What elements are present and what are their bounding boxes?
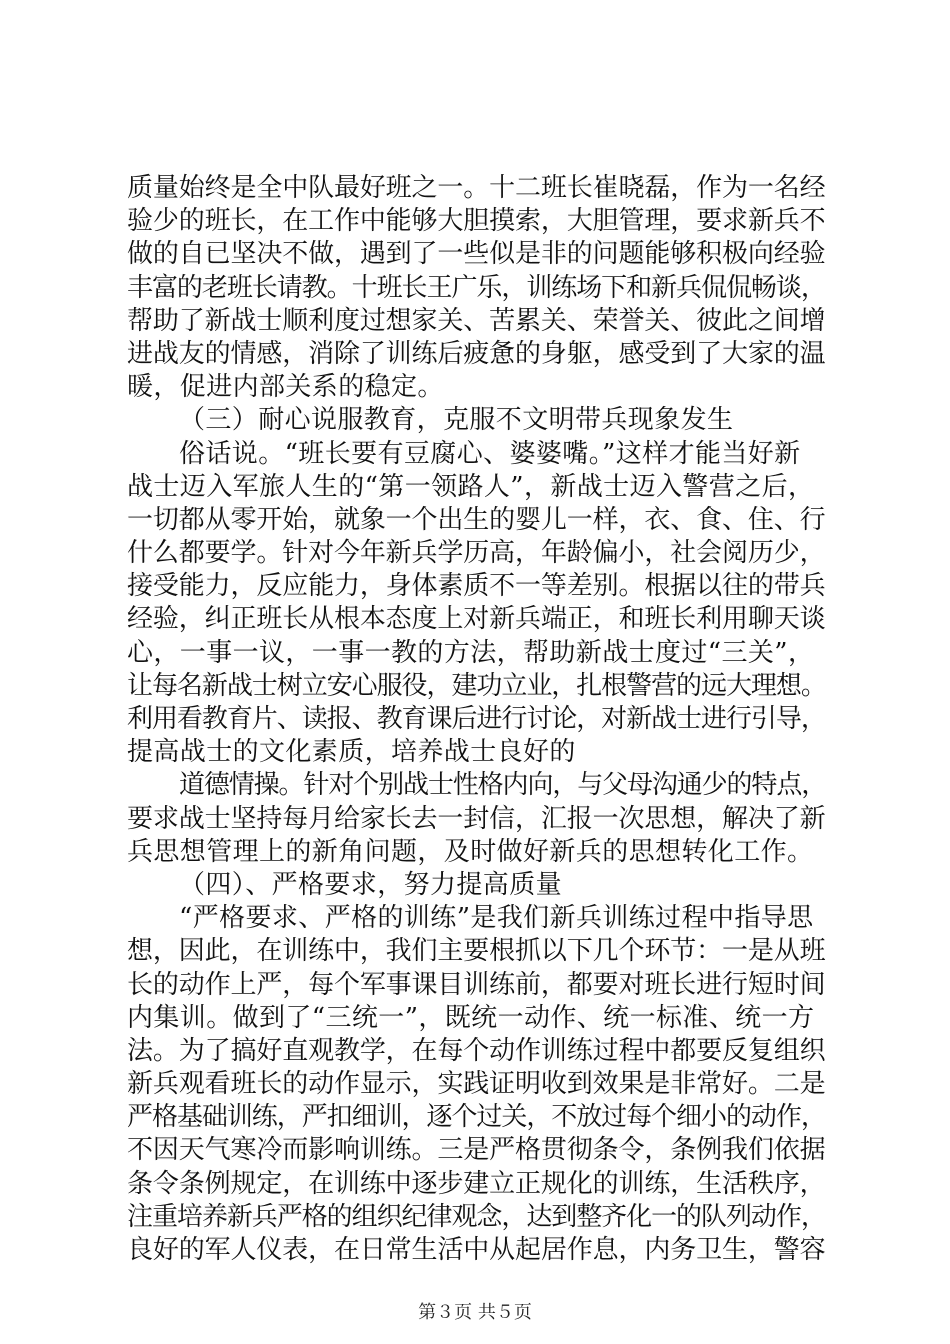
text-line: （四）、严格要求，努力提高质量 <box>179 869 563 900</box>
text-line: 做的自已坚决不做，遇到了一些似是非的问题能够积极向经验 <box>127 239 826 270</box>
text-line: 一切都从零开始，就象一个出生的婴儿一样，衣、食、住、行 <box>127 504 826 535</box>
text-line: 要求战士坚持每月给家长去一封信，汇报一次思想，解决了新 <box>127 803 826 834</box>
text-line: 丰富的老班长请教。十班长王广乐，训练场下和新兵侃侃畅谈， <box>127 272 826 303</box>
text-line: 经验，纠正班长从根本态度上对新兵端正，和班长利用聊天谈 <box>127 604 826 635</box>
text-line: 想，因此，在训练中，我们主要根抓以下几个环节：一是从班 <box>127 936 826 967</box>
text-line: 道德情操。针对个别战士性格内向，与父母沟通少的特点， <box>179 770 827 801</box>
text-line: 接受能力，反应能力，身体素质不一等差别。根据以往的带兵 <box>127 571 826 602</box>
text-line: 利用看教育片、读报、教育课后进行讨论，对新战士进行引导， <box>127 704 826 734</box>
text-line: 暖，促进内部关系的稳定。 <box>127 372 444 403</box>
page-footer: 第３页 共５页 <box>418 1302 532 1323</box>
text-line: 内集训。做到了“三统一”，既统一动作、统一标准、统一方 <box>127 1002 815 1033</box>
text-line: 长的动作上严，每个军事课目训练前，都要对班长进行短时间 <box>127 969 826 1000</box>
text-line: 提高战士的文化素质，培养战士良好的 <box>127 737 576 768</box>
text-line: 俗话说。“班长要有豆腐心、婆婆嘴。”这样才能当好新 <box>179 438 801 469</box>
text-line: 良好的军人仪表，在日常生活中从起居作息，内务卫生，警容 <box>127 1235 826 1265</box>
text-line: 新兵观看班长的动作显示，实践证明收到效果是非常好。二是 <box>127 1069 826 1100</box>
text-line: 质量始终是全中队最好班之一。十二班长崔晓磊，作为一名经 <box>127 173 826 203</box>
text-line: 验少的班长，在工作中能够大胆摸索，大胆管理，要求新兵不 <box>127 206 826 237</box>
text-line: 兵思想管理上的新角问题，及时做好新兵的思想转化工作。 <box>127 836 814 867</box>
text-line: 进战友的情感，消除了训练后疲惫的身躯，感受到了大家的温 <box>127 338 826 369</box>
text-line: “严格要求、严格的训练”是我们新兵训练过程中指导思 <box>179 903 814 934</box>
text-line: 严格基础训练，严扣细训，逐个过关，不放过每个细小的动作， <box>127 1102 826 1133</box>
text-line: 战士迈入军旅人生的“第一领路人”，新战士迈入警营之后， <box>127 471 815 502</box>
text-line: 让每名新战士树立安心服役，建功立业，扎根警营的远大理想。 <box>127 670 826 701</box>
text-line: 什么都要学。针对今年新兵学历高，年龄偏小，社会阅历少， <box>127 538 826 569</box>
body-text <box>127 172 827 1267</box>
text-line: 不因天气寒冷而影响训练。三是严格贯彻条令，条例我们依据 <box>127 1135 826 1166</box>
text-line: 法。为了搞好直观教学，在每个动作训练过程中都要反复组织 <box>127 1035 826 1066</box>
text-line: 心，一事一议，一事一教的方法，帮助新战士度过“三关”， <box>127 637 815 668</box>
text-line: 注重培养新兵严格的组织纪律观念，达到整齐化一的队列动作， <box>127 1201 826 1232</box>
text-line: （三）耐心说服教育，克服不文明带兵现象发生 <box>179 405 734 436</box>
text-line: 条令条例规定，在训练中逐步建立正规化的训练，生活秩序， <box>127 1168 826 1199</box>
text-line: 帮助了新战士顺利度过想家关、苦累关、荣誉关、彼此之间增 <box>127 305 826 336</box>
